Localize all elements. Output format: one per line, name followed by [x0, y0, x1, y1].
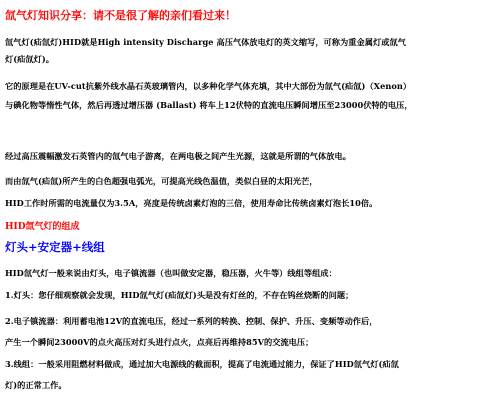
components-heading: 灯头+安定器+线组 [5, 240, 105, 254]
section-heading: HID氙气灯的组成 [5, 222, 80, 232]
discharge-paragraph: 经过高压震幅激发石英管内的氙气电子游离，在两电极之间产生光源，这就是所谓的气体放电。 [5, 151, 351, 161]
item-ballast-line-1: 2.电子镇流器：利用蓄电池12V的直流电压，经过一系列的转换、控制、保护、升压、变频等动作后， [5, 316, 378, 326]
principle-line-1: 它的原理是在UV-cut抗紫外线水晶石英玻璃管内，以多种化学气体充填，其中大部份为氙气(疝氙)（Xenon） [5, 81, 412, 91]
item-wiring-line-2: 灯)的正常工作。 [5, 380, 67, 390]
page-title: 氙气灯知识分享：请不是很了解的亲们看过来！ [5, 9, 236, 22]
item-lamp-head: 1.灯头：您仔细观察就会发现，HID氙气灯(疝氙灯)头是没有灯丝的，不存在钨丝烧断的问题； [5, 290, 354, 300]
principle-line-2: 与碘化物等惰性气体，然后再透过增压器 (Ballast) 将车上12伏特的直流电压瞬间增压至23000伏特的电压， [5, 100, 413, 110]
intro-line-1: 氙气灯(疝氙灯)HID就是High intensity Discharge 高压气体放电灯的英文缩写，可称为重金属灯或氙气 [5, 37, 406, 47]
item-ballast-line-2: 产生一个瞬间23000V的点火高压对灯头进行点火，点亮后再维持85V的交流电压； [5, 337, 314, 347]
current-paragraph: HID工作时所需的电流量仅为3.5A，亮度是传统卤素灯泡的三倍，使用寿命比传统卤素灯泡长10倍。 [5, 198, 378, 208]
composition-paragraph: HID氙气灯一般来说由灯头，电子镇流器（也叫做安定器，稳压器，火牛等）线组等组成： [5, 268, 337, 278]
item-wiring-line-1: 3.线组：一般采用阻燃材料做成，通过加大电源线的截面积，提高了电流通过能力，保证了HID氙气灯(疝氙 [5, 359, 399, 369]
white-light-paragraph: 而由氙气(疝氙)所产生的白色超强电弧光，可提高光线色温值，类似白昼的太阳光芒， [5, 176, 318, 186]
intro-line-2: 灯(疝氙灯)。 [5, 54, 55, 64]
